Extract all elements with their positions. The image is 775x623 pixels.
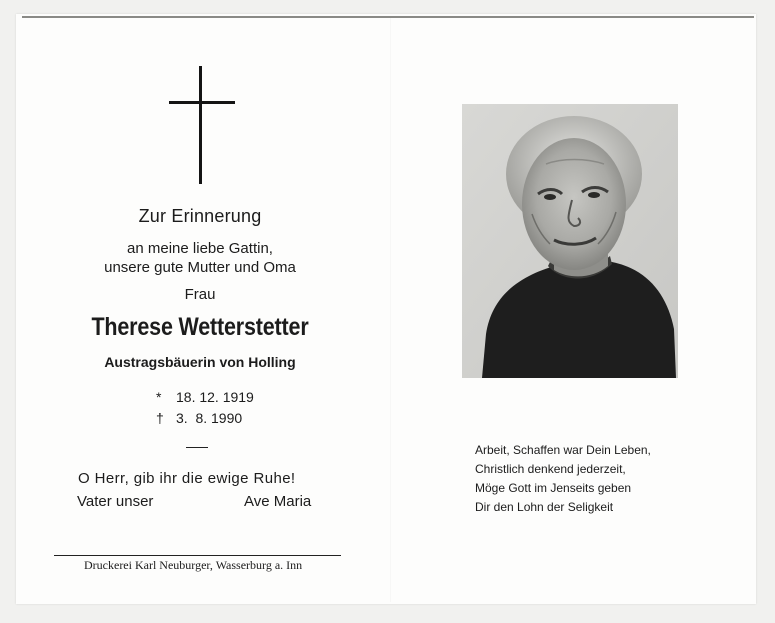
printer-divider (54, 555, 341, 556)
death-date-row (156, 410, 242, 426)
verse-line-3: Möge Gott im Jenseits geben (475, 481, 632, 495)
birth-date-row (156, 389, 254, 405)
verse-line-4: Dir den Lohn der Seligkeit (475, 500, 614, 514)
card-fold (390, 18, 391, 602)
birth-date: 18. 12. 1919 (176, 389, 254, 405)
birth-symbol: * (156, 389, 162, 405)
salutation: Frau (184, 286, 216, 303)
printer-credit: Druckerei Karl Neuburger, Wasserburg a. Inn (84, 558, 303, 572)
verse-line-2: Christlich denkend jederzeit, (475, 462, 626, 476)
death-date: 3. 8. 1990 (176, 410, 243, 426)
portrait-photo (462, 104, 678, 378)
deceased-subtitle: Austragsbäuerin von Holling (104, 354, 296, 370)
remembrance-title: Zur Erinnerung (138, 206, 262, 226)
dedication-line-1: an meine liebe Gattin, (127, 240, 273, 257)
prayer-vater-unser: Vater unser (77, 493, 154, 510)
cross-icon (167, 66, 237, 186)
prayer-line: O Herr, gib ihr die ewige Ruhe! (78, 470, 296, 487)
card-edge-shadow (22, 16, 754, 18)
death-symbol: † (156, 410, 164, 426)
prayer-ave-maria: Ave Maria (244, 493, 312, 510)
deceased-name: Therese Wetterstetter (91, 313, 309, 341)
dedication-line-2: unsere gute Mutter und Oma (104, 259, 296, 276)
verse-line-1: Arbeit, Schaffen war Dein Leben, (475, 443, 651, 457)
divider-dash (186, 447, 208, 448)
